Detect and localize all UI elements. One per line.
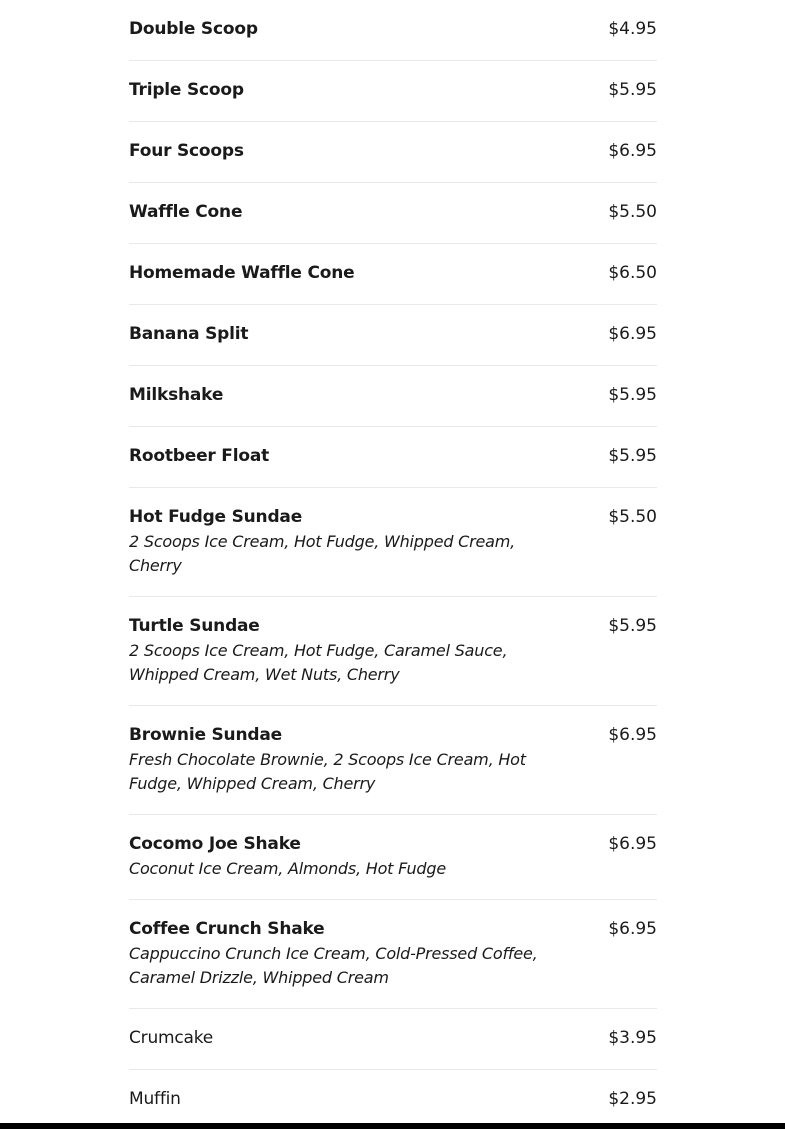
menu-item (129, 244, 657, 305)
menu-item-price: $5.95 (608, 385, 657, 405)
menu-item-info (129, 724, 579, 796)
menu-item-info (129, 262, 579, 285)
menu-item-name: Milkshake (129, 385, 224, 405)
menu-item (129, 488, 657, 597)
menu-item-description: Cappuccino Crunch Ice Cream, Cold-Pressed Coffee, Caramel Drizzle, Whipped Cream (129, 944, 538, 987)
menu-item-name: Crumcake (129, 1028, 214, 1048)
menu-item-name: Hot Fudge Sundae (129, 507, 303, 527)
menu-item-price: $5.50 (608, 202, 657, 222)
menu-item-info (129, 506, 579, 578)
menu-item (129, 366, 657, 427)
menu-item-price: $4.95 (608, 19, 657, 39)
menu-item-info (129, 18, 579, 41)
menu-item (129, 1009, 657, 1070)
menu-item-price: $6.95 (608, 141, 657, 161)
menu-item (129, 1070, 657, 1125)
menu-item-info (129, 140, 579, 163)
bottom-bar (0, 1123, 785, 1129)
menu-item-name: Muffin (129, 1089, 181, 1109)
menu-item (129, 0, 657, 61)
menu-item (129, 900, 657, 1009)
menu-item-info (129, 323, 579, 346)
menu-item-info (129, 918, 579, 990)
menu-item-info (129, 1027, 579, 1050)
menu-item-name: Brownie Sundae (129, 725, 282, 745)
menu-item-description: 2 Scoops Ice Cream, Hot Fudge, Caramel Sauce, Whipped Cream, Wet Nuts, Cherry (129, 641, 508, 684)
menu-item-description: 2 Scoops Ice Cream, Hot Fudge, Whipped Cream, Cherry (129, 532, 516, 575)
menu-item-price: $5.95 (608, 80, 657, 100)
menu-item-price: $6.95 (608, 919, 657, 939)
menu-item (129, 427, 657, 488)
menu-item-name: Waffle Cone (129, 202, 243, 222)
menu-item-info (129, 1088, 579, 1111)
menu-item-name: Cocomo Joe Shake (129, 834, 301, 854)
menu-item-price: $6.95 (608, 324, 657, 344)
menu-item-info (129, 201, 579, 224)
menu-item-price: $2.95 (608, 1089, 657, 1109)
menu-item (129, 597, 657, 706)
menu-item-name: Four Scoops (129, 141, 244, 161)
menu-item (129, 183, 657, 244)
menu-item-name: Homemade Waffle Cone (129, 263, 355, 283)
menu-item-price: $5.50 (608, 507, 657, 527)
menu-item-name: Turtle Sundae (129, 616, 260, 636)
menu-item-price: $5.95 (608, 446, 657, 466)
menu-item (129, 61, 657, 122)
menu-list (129, 0, 657, 1125)
menu-item (129, 122, 657, 183)
menu-item-name: Coffee Crunch Shake (129, 919, 325, 939)
menu-item-info (129, 445, 579, 468)
menu-item (129, 706, 657, 815)
menu-item-name: Rootbeer Float (129, 446, 270, 466)
menu-item-price: $3.95 (608, 1028, 657, 1048)
menu-item-description: Fresh Chocolate Brownie, 2 Scoops Ice Cream, Hot Fudge, Whipped Cream, Cherry (129, 750, 526, 793)
menu-item (129, 305, 657, 366)
menu-item-name: Triple Scoop (129, 80, 244, 100)
menu-item-price: $6.95 (608, 834, 657, 854)
menu-item-info (129, 79, 579, 102)
menu-item-description: Coconut Ice Cream, Almonds, Hot Fudge (129, 859, 446, 878)
menu-item-price: $6.50 (608, 263, 657, 283)
menu-item-info (129, 833, 579, 881)
menu-item-name: Banana Split (129, 324, 249, 344)
menu-item-info (129, 615, 579, 687)
menu-item-name: Double Scoop (129, 19, 258, 39)
menu-item-price: $6.95 (608, 725, 657, 745)
menu-item (129, 815, 657, 900)
menu-item-price: $5.95 (608, 616, 657, 636)
menu-item-info (129, 384, 579, 407)
